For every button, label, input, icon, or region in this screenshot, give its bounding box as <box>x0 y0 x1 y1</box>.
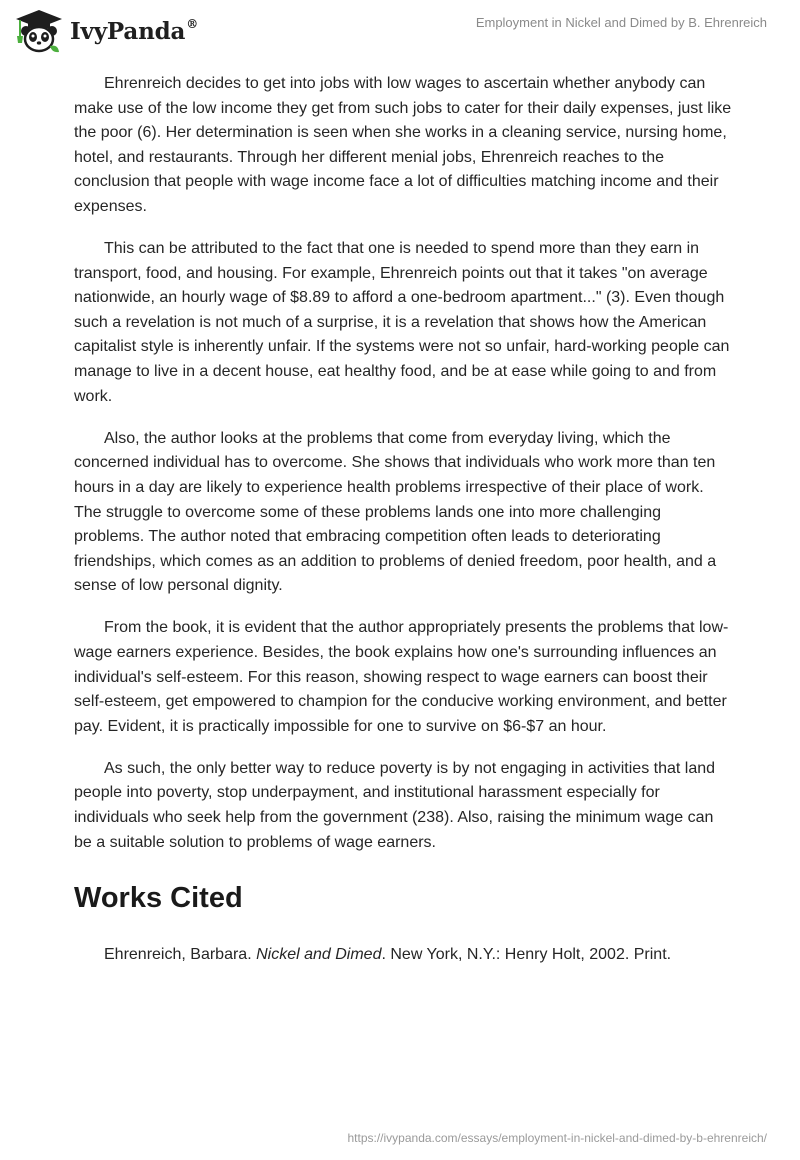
brand-name: IvyPanda® <box>70 16 198 45</box>
paragraph: From the book, it is evident that the author appropriately presents the problems that low-wage earners experience. Besides, the book explains how one's surrounding influences an individual's self-esteem. For this reason, showing respect to wage earners can boost their self-esteem, get empowered to champion for the conducive working environment, and better pay. Evident, it is practically impossible for one to survive on $6-$7 an hour. <box>74 619 729 735</box>
citation-entry: Ehrenreich, Barbara. Nickel and Dimed. New York, N.Y.: Henry Holt, 2002. Print. <box>104 946 672 964</box>
works-cited-heading: Works Cited <box>74 882 243 915</box>
panda-graduate-icon <box>14 8 64 54</box>
paragraph: As such, the only better way to reduce poverty is by not engaging in activities that land people into poverty, stop underpayment, and institutional harassment especially for individuals who seek help from the government (238). Also, raising the minimum wage can be a suitable solution to problems of wage earners. <box>74 759 716 851</box>
essay-content <box>74 72 734 968</box>
source-url[interactable]: https://ivypanda.com/essays/employment-in-nickel-and-dimed-by-b-ehrenreich/ <box>347 1131 767 1145</box>
paragraph: Also, the author looks at the problems that come from everyday living, which the concerned individual has to overcome. She shows that individuals who work more than ten hours in a day are likely to experience health problems irrespective of their place of work. The struggle to overcome some of these problems lands one into more challenging problems. The author noted that embracing competition often leads to deteriorating friendships, which comes as an addition to problems of denied freedom, poor health, and a sense of low personal dignity. <box>74 429 717 595</box>
citation-book-title: Nickel and Dimed <box>256 946 382 964</box>
paragraph: This can be attributed to the fact that one is needed to spend more than they earn in transport, food, and housing. For example, Ehrenreich points out that it takes "on average nationwide, an hourly wage of $8.89 to afford a one-bedroom apartment..." (3). Even though such a revelation is not much of a surprise, it is a revelation that shows how the American capitalist style is inherently unfair. If the systems were not so unfair, hard-working people can manage to live in a decent house, eat healthy food, and be at ease while going to and from work. <box>74 240 730 405</box>
document-title: Employment in Nickel and Dimed by B. Ehrenreich <box>475 15 767 30</box>
paragraph: Ehrenreich decides to get into jobs with low wages to ascertain whether anybody can make use of the low income they get from such jobs to cater for their daily expenses, just like the poor (6). Her determination is seen when she works in a cleaning service, nursing home, hotel, and restaurants. Through her different menial jobs, Ehrenreich reaches to the conclusion that people with wage income face a lot of difficulties matching income and their expenses. <box>74 75 732 215</box>
brand-logo[interactable] <box>14 8 198 54</box>
